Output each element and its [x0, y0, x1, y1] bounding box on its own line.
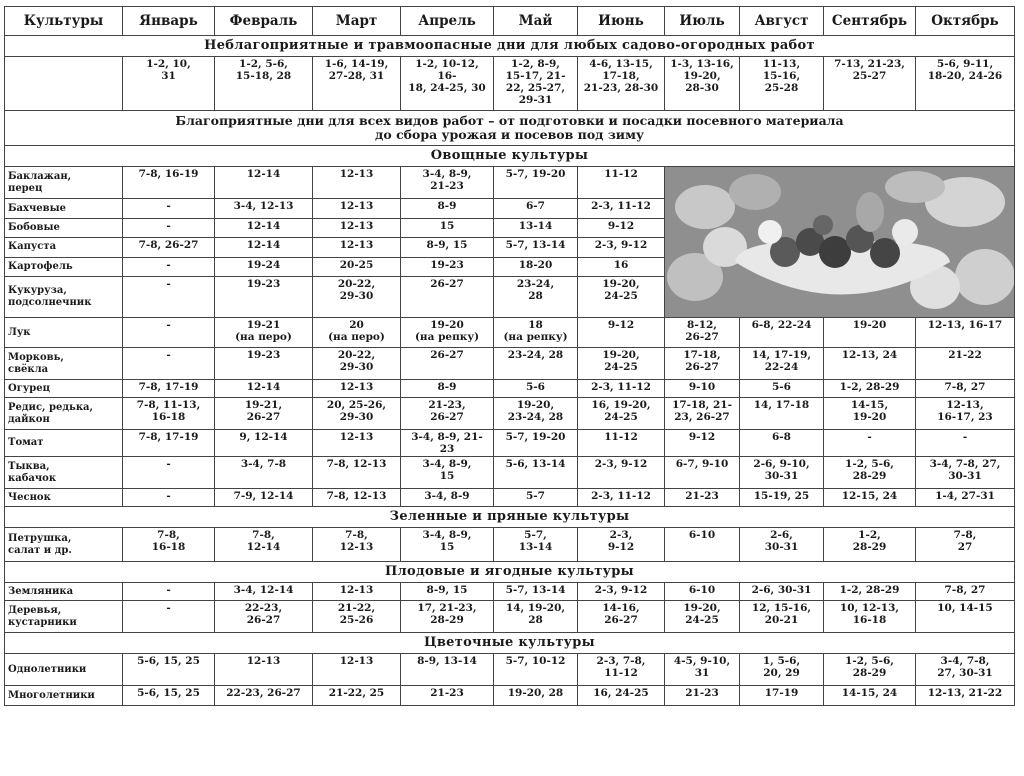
col-header-month: Январь	[123, 7, 215, 36]
days-cell: 16, 24-25	[578, 686, 665, 706]
col-header-month: Сентябрь	[824, 7, 916, 36]
crop-name: Чеснок	[5, 489, 123, 507]
section-row-favorable	[5, 111, 1015, 146]
days-cell: 19-24	[215, 257, 313, 276]
days-cell: 21-22, 25-26	[313, 601, 401, 633]
days-cell: 21-23	[401, 686, 494, 706]
unfavorable-days-cell: 1-3, 13-16, 19-20, 28-30	[665, 57, 740, 111]
sowing-calendar-table	[4, 6, 1015, 706]
days-cell: 20-22, 29-30	[313, 348, 401, 380]
days-cell: 3-4, 7-8, 27, 30-31	[916, 654, 1015, 686]
days-cell: 22-23, 26-27	[215, 686, 313, 706]
days-cell: -	[123, 257, 215, 276]
section-row-fruit-title: Плодовые и ягодные культуры	[5, 562, 1015, 583]
days-cell: 21-23, 26-27	[401, 398, 494, 430]
days-cell: 21-22	[916, 348, 1015, 380]
days-cell: 19-20, 24-25	[665, 601, 740, 633]
days-cell: 14, 19-20, 28	[494, 601, 578, 633]
crop-name: Многолетники	[5, 686, 123, 706]
days-cell: 4-5, 9-10, 31	[665, 654, 740, 686]
days-cell: 7-8, 27	[916, 528, 1015, 562]
section-title-favorable	[5, 111, 1015, 146]
days-cell: -	[123, 489, 215, 507]
unfavorable-days-row	[5, 57, 1015, 111]
days-cell: 8-9	[401, 380, 494, 398]
favorable-title-line1: Благоприятные дни для всех видов работ – от подготовки и посадки посевного материала	[175, 113, 844, 128]
section-row-flowers	[5, 633, 1015, 654]
days-cell: 26-27	[401, 348, 494, 380]
days-cell: 21-22, 25	[313, 686, 401, 706]
crop-name: Бобовые	[5, 218, 123, 237]
col-header-month: Апрель	[401, 7, 494, 36]
days-cell: 17, 21-23, 28-29	[401, 601, 494, 633]
days-cell: 2-6, 30-31	[740, 528, 824, 562]
days-cell: 9-10	[665, 380, 740, 398]
col-header-crops: Культуры	[5, 7, 123, 36]
col-header-month: Июль	[665, 7, 740, 36]
days-cell: 2-3, 11-12	[578, 489, 665, 507]
days-cell: 7-8, 16-18	[123, 528, 215, 562]
days-cell: 2-3, 9-12	[578, 583, 665, 601]
days-cell: 1-2, 28-29	[824, 583, 916, 601]
crop-name: Редис, редька, дайкон	[5, 398, 123, 430]
days-cell: 7-8, 16-19	[123, 167, 215, 199]
days-cell: 16, 19-20, 24-25	[578, 398, 665, 430]
table-row	[5, 686, 1015, 706]
days-cell: 8-9, 15	[401, 238, 494, 257]
col-header-month: Октябрь	[916, 7, 1015, 36]
days-cell: 8-9	[401, 199, 494, 218]
days-cell: 19-23	[215, 348, 313, 380]
days-cell: 5-7, 13-14	[494, 583, 578, 601]
days-cell: 20-22, 29-30	[313, 276, 401, 317]
days-cell: 12-14	[215, 380, 313, 398]
section-row-greens-title: Зеленные и пряные культуры	[5, 507, 1015, 528]
days-cell: 6-7	[494, 199, 578, 218]
crop-name: Лук	[5, 318, 123, 348]
days-cell: 3-4, 8-9, 21-23	[401, 167, 494, 199]
days-cell: 5-7, 10-12	[494, 654, 578, 686]
days-cell: -	[916, 430, 1015, 457]
days-cell: 12-13	[313, 430, 401, 457]
days-cell: 20 (на перо)	[313, 318, 401, 348]
days-cell: 6-7, 9-10	[665, 457, 740, 489]
days-cell: 3-4, 8-9	[401, 489, 494, 507]
unfavorable-days-cell: 1-2, 10, 31	[123, 57, 215, 111]
days-cell: 1-2, 28-29	[824, 528, 916, 562]
days-cell: 18-20	[494, 257, 578, 276]
table-row	[5, 583, 1015, 601]
days-cell: 3-4, 12-13	[215, 199, 313, 218]
section-row-flowers-title: Цветочные культуры	[5, 633, 1015, 654]
header-row	[5, 7, 1015, 36]
days-cell: 8-9, 13-14	[401, 654, 494, 686]
days-cell: 17-19	[740, 686, 824, 706]
days-cell: 9-12	[578, 218, 665, 237]
unfavorable-days-cell: 11-13, 15-16, 25-28	[740, 57, 824, 111]
unfavorable-days-cell: 1-6, 14-19, 27-28, 31	[313, 57, 401, 111]
col-header-month: Февраль	[215, 7, 313, 36]
days-cell: 5-7, 19-20	[494, 167, 578, 199]
unfavorable-days-cell: 4-6, 13-15, 17-18, 21-23, 28-30	[578, 57, 665, 111]
days-cell: 5-6, 13-14	[494, 457, 578, 489]
days-cell: 8-9, 15	[401, 583, 494, 601]
crop-name: Томат	[5, 430, 123, 457]
days-cell: 5-6	[494, 380, 578, 398]
crop-name: Баклажан, перец	[5, 167, 123, 199]
crop-name: Бахчевые	[5, 199, 123, 218]
days-cell: 17-18, 26-27	[665, 348, 740, 380]
crop-name: Однолетники	[5, 654, 123, 686]
days-cell: 3-4, 7-8, 27, 30-31	[916, 457, 1015, 489]
days-cell: -	[123, 218, 215, 237]
days-cell: 19-20	[824, 318, 916, 348]
crop-name: Огурец	[5, 380, 123, 398]
days-cell: 2-3, 11-12	[578, 199, 665, 218]
days-cell: 22-23, 26-27	[215, 601, 313, 633]
days-cell: 15-19, 25	[740, 489, 824, 507]
days-cell: 14-15, 19-20	[824, 398, 916, 430]
crop-name: Капуста	[5, 238, 123, 257]
days-cell: 10, 14-15	[916, 601, 1015, 633]
days-cell: 12-13, 21-22	[916, 686, 1015, 706]
days-cell: -	[824, 430, 916, 457]
days-cell: 23-24, 28	[494, 348, 578, 380]
table-row	[5, 380, 1015, 398]
days-cell: 21-23	[665, 489, 740, 507]
days-cell: 12-13	[313, 218, 401, 237]
crop-name: Морковь, свёкла	[5, 348, 123, 380]
days-cell: 14, 17-19, 22-24	[740, 348, 824, 380]
days-cell: 18 (на репку)	[494, 318, 578, 348]
section-row-greens	[5, 507, 1015, 528]
days-cell: 21-23	[665, 686, 740, 706]
days-cell: 3-4, 8-9, 21-23	[401, 430, 494, 457]
days-cell: 12-13, 24	[824, 348, 916, 380]
days-cell: 1-2, 28-29	[824, 380, 916, 398]
days-cell: 7-8, 27	[916, 583, 1015, 601]
unfavorable-days-cell: 1-2, 8-9, 15-17, 21- 22, 25-27, 29-31	[494, 57, 578, 111]
days-cell: 19-20, 23-24, 28	[494, 398, 578, 430]
section-row-unfavorable	[5, 36, 1015, 57]
days-cell: -	[123, 318, 215, 348]
table-row	[5, 430, 1015, 457]
days-cell: 14-16, 26-27	[578, 601, 665, 633]
days-cell: 12-14	[215, 218, 313, 237]
crop-name: Деревья, кустарники	[5, 601, 123, 633]
table-row	[5, 654, 1015, 686]
favorable-title-line2: до сбора урожая и посевов под зиму	[375, 127, 644, 142]
days-cell: 7-8, 17-19	[123, 380, 215, 398]
days-cell: 1-2, 5-6, 28-29	[824, 457, 916, 489]
days-cell: 7-8, 12-13	[313, 457, 401, 489]
table-row	[5, 167, 1015, 199]
table-row	[5, 318, 1015, 348]
days-cell: 26-27	[401, 276, 494, 317]
days-cell: 12-13	[313, 583, 401, 601]
days-cell: 1-2, 5-6, 28-29	[824, 654, 916, 686]
days-cell: 7-8, 12-13	[313, 528, 401, 562]
days-cell: 5-6, 15, 25	[123, 686, 215, 706]
days-cell: 6-8	[740, 430, 824, 457]
days-cell: 19-21, 26-27	[215, 398, 313, 430]
days-cell: 12-13, 16-17	[916, 318, 1015, 348]
days-cell: 7-8, 12-14	[215, 528, 313, 562]
days-cell: 9-12	[665, 430, 740, 457]
days-cell: 19-23	[215, 276, 313, 317]
section-title-vegetables: Овощные культуры	[5, 146, 1015, 167]
days-cell: 5-6, 15, 25	[123, 654, 215, 686]
days-cell: 7-8, 11-13, 16-18	[123, 398, 215, 430]
days-cell: 10, 12-13, 16-18	[824, 601, 916, 633]
table-row	[5, 528, 1015, 562]
days-cell: 19-20 (на репку)	[401, 318, 494, 348]
days-cell: 2-3, 9-12	[578, 457, 665, 489]
section-title-unfavorable: Неблагоприятные и травмоопасные дни для любых садово-огородных работ	[5, 36, 1015, 57]
col-header-month: Март	[313, 7, 401, 36]
days-cell: 5-7	[494, 489, 578, 507]
unfavorable-days-cell: 1-2, 5-6, 15-18, 28	[215, 57, 313, 111]
days-cell: 2-3, 11-12	[578, 380, 665, 398]
days-cell: 12-13	[313, 199, 401, 218]
days-cell: 16	[578, 257, 665, 276]
days-cell: 8-12, 26-27	[665, 318, 740, 348]
days-cell: 7-8, 17-19	[123, 430, 215, 457]
days-cell: 7-8, 27	[916, 380, 1015, 398]
days-cell: 12-13	[313, 380, 401, 398]
days-cell: 12-13, 16-17, 23	[916, 398, 1015, 430]
days-cell: 5-7, 13-14	[494, 238, 578, 257]
days-cell: 20, 25-26, 29-30	[313, 398, 401, 430]
days-cell: 3-4, 7-8	[215, 457, 313, 489]
days-cell: 2-3, 9-12	[578, 238, 665, 257]
days-cell: 5-7, 19-20	[494, 430, 578, 457]
fruit-bowl-icon	[665, 167, 1015, 317]
table-row	[5, 348, 1015, 380]
days-cell: -	[123, 276, 215, 317]
days-cell: 9-12	[578, 318, 665, 348]
days-cell: 3-4, 12-14	[215, 583, 313, 601]
days-cell: 3-4, 8-9, 15	[401, 528, 494, 562]
days-cell: 6-8, 22-24	[740, 318, 824, 348]
days-cell: -	[123, 601, 215, 633]
table-row	[5, 489, 1015, 507]
days-cell: 5-6	[740, 380, 824, 398]
days-cell: 19-20, 24-25	[578, 276, 665, 317]
days-cell: -	[123, 199, 215, 218]
days-cell: 13-14	[494, 218, 578, 237]
days-cell: 12-13	[215, 654, 313, 686]
days-cell: 17-18, 21- 23, 26-27	[665, 398, 740, 430]
days-cell: 2-3, 7-8, 11-12	[578, 654, 665, 686]
unfavorable-days-cell: 7-13, 21-23, 25-27	[824, 57, 916, 111]
crop-name: Земляника	[5, 583, 123, 601]
days-cell: 2-3, 9-12	[578, 528, 665, 562]
days-cell: 12-14	[215, 238, 313, 257]
days-cell: 5-7, 13-14	[494, 528, 578, 562]
days-cell: 20-25	[313, 257, 401, 276]
days-cell: 23-24, 28	[494, 276, 578, 317]
days-cell: 12-13	[313, 654, 401, 686]
section-row-vegetables	[5, 146, 1015, 167]
table-row	[5, 457, 1015, 489]
days-cell: 12-13	[313, 167, 401, 199]
days-cell: 12, 15-16, 20-21	[740, 601, 824, 633]
crop-name: Тыква, кабачок	[5, 457, 123, 489]
days-cell: 6-10	[665, 583, 740, 601]
days-cell: 11-12	[578, 167, 665, 199]
crop-name: Кукуруза, подсолнечник	[5, 276, 123, 317]
days-cell: 12-14	[215, 167, 313, 199]
col-header-month: Август	[740, 7, 824, 36]
days-cell: -	[123, 348, 215, 380]
fruit-bowl-photo	[665, 167, 1015, 318]
unfavorable-days-cell: 1-2, 10-12, 16- 18, 24-25, 30	[401, 57, 494, 111]
days-cell: 2-6, 9-10, 30-31	[740, 457, 824, 489]
days-cell: 2-6, 30-31	[740, 583, 824, 601]
days-cell: 1, 5-6, 20, 29	[740, 654, 824, 686]
days-cell: -	[123, 457, 215, 489]
unfavorable-days-cell: 5-6, 9-11, 18-20, 24-26	[916, 57, 1015, 111]
days-cell: 19-21 (на перо)	[215, 318, 313, 348]
days-cell: 14-15, 24	[824, 686, 916, 706]
days-cell: 3-4, 8-9, 15	[401, 457, 494, 489]
days-cell: 11-12	[578, 430, 665, 457]
days-cell: 15	[401, 218, 494, 237]
days-cell: 7-9, 12-14	[215, 489, 313, 507]
col-header-month: Июнь	[578, 7, 665, 36]
days-cell: 9, 12-14	[215, 430, 313, 457]
days-cell: 7-8, 26-27	[123, 238, 215, 257]
days-cell: 1-4, 27-31	[916, 489, 1015, 507]
crop-name: Петрушка, салат и др.	[5, 528, 123, 562]
col-header-month: Май	[494, 7, 578, 36]
section-row-fruit	[5, 562, 1015, 583]
days-cell: 19-23	[401, 257, 494, 276]
days-cell: 12-15, 24	[824, 489, 916, 507]
days-cell: -	[123, 583, 215, 601]
crop-name: Картофель	[5, 257, 123, 276]
days-cell: 19-20, 24-25	[578, 348, 665, 380]
days-cell: 12-13	[313, 238, 401, 257]
days-cell: 7-8, 12-13	[313, 489, 401, 507]
days-cell: 19-20, 28	[494, 686, 578, 706]
table-row	[5, 601, 1015, 633]
table-row	[5, 398, 1015, 430]
days-cell: 6-10	[665, 528, 740, 562]
row-label-empty	[5, 57, 123, 111]
days-cell: 14, 17-18	[740, 398, 824, 430]
